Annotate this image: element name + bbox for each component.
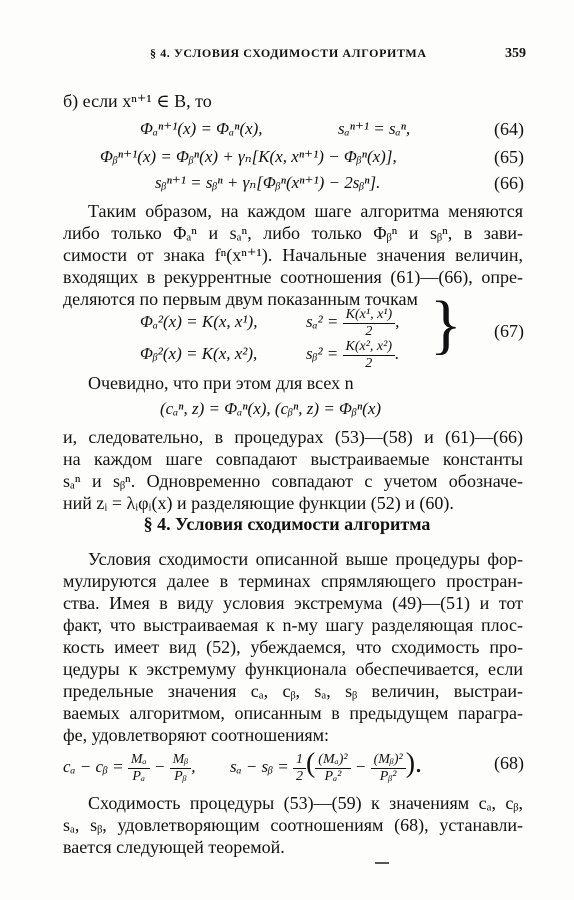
- fraction-denominator: 2: [295, 768, 303, 784]
- paragraph-4-line-1: Условия сходимости описанной выше процедуры фор-: [88, 549, 523, 569]
- fraction-denominator: Pᵦ²: [379, 768, 397, 784]
- equation-67b-lhs: sᵦ² =: [306, 344, 339, 363]
- fraction-denominator: 2: [365, 323, 373, 339]
- equation-66: sᵦⁿ⁺¹ = sᵦⁿ + γₙ[Φᵦⁿ(xⁿ⁺¹) − 2sᵦⁿ].: [155, 173, 381, 192]
- fraction-numerator: (Mᵦ)²: [371, 752, 406, 769]
- paragraph-1-line-4: входящих в рекуррентные соотношения (61)—(66), опре-: [63, 267, 523, 287]
- paragraph-4-line-7: предельные значения cₐ, cᵦ, sₐ, sᵦ величин, выстраи-: [63, 681, 523, 701]
- equation-68-half: [293, 752, 306, 785]
- paragraph-4-line-5: кость имеет вид (52), убеждаемся, что сходимость про-: [63, 637, 523, 657]
- fraction-numerator: 1: [293, 752, 306, 769]
- equation-67b-right: [306, 334, 399, 374]
- equation-65: Φᵦⁿ⁺¹(x) = Φᵦⁿ(x) + γₙ[K(x, xⁿ⁺¹) − Φᵦⁿ(x)],: [100, 147, 397, 166]
- equation-67b-fraction: [343, 339, 395, 372]
- equation-64-number: (64): [494, 119, 524, 139]
- paragraph-1-line-2: либо только Φₐⁿ и sₐⁿ, либо только Φᵦⁿ и sᵦⁿ, в зави-: [63, 223, 523, 243]
- equation-64-right: sₐⁿ⁺¹ = sₐⁿ,: [338, 119, 411, 138]
- page-number: 359: [505, 46, 526, 61]
- paragraph-3-line-3: sₐⁿ и sᵦⁿ. Одновременно совпадают с учетом обозначе-: [63, 471, 523, 491]
- equation-68-comma: ,: [191, 757, 196, 776]
- equation-64-left: Φₐⁿ⁺¹(x) = Φₐⁿ(x),: [140, 119, 263, 138]
- paragraph-4-line-9: фе, удовлетворяют соотношениям:: [63, 725, 330, 745]
- equation-66-number: (66): [494, 173, 524, 193]
- case-b-line: б) если xⁿ⁺¹ ∈ B, то: [63, 91, 212, 111]
- fraction-denominator: Pᵦ: [174, 768, 187, 784]
- fraction-denominator: Pₐ²: [324, 768, 342, 784]
- equation-68-fraction-2: [170, 752, 192, 785]
- fraction-numerator: Mₐ: [128, 752, 150, 769]
- section-title: § 4. Условия сходимости алгоритма: [143, 514, 431, 534]
- fraction-numerator: K(x¹, x¹): [343, 307, 395, 324]
- equation-67a-left: Φₐ²(x) = K(x, x¹),: [140, 312, 258, 331]
- equation-67a-tail: ,: [395, 312, 400, 331]
- equation-68-minus: −: [153, 757, 166, 776]
- paragraph-3-line-4: ний zᵢ = λᵢφᵢ(x) и разделяющие функции (52) и (60).: [63, 493, 454, 513]
- fraction-numerator: K(x², x²): [343, 339, 395, 356]
- equation-67a-lhs: sₐ² =: [306, 312, 339, 331]
- equation-68-lhs: cₐ − cᵦ =: [63, 757, 124, 776]
- equation-cz: (cₐⁿ, z) = Φₐⁿ(x), (cᵦⁿ, z) = Φᵦⁿ(x): [160, 399, 382, 418]
- paragraph-3-line-1: и, следовательно, в процедурах (53)—(58) и (61)—(66): [63, 427, 523, 447]
- paragraph-4-line-6: цедуры к экстремуму функционала обеспечивается, если: [63, 659, 523, 679]
- paragraph-1-line-5: деляются по первым двум показанным точкам: [63, 289, 418, 309]
- fraction-numerator: (Mₐ)²: [315, 752, 350, 769]
- paragraph-1-line-1: Таким образом, на каждом шаге алгоритма меняются: [88, 201, 523, 221]
- equation-68-fraction-1: [128, 752, 150, 785]
- equation-68-rhs-lhs: sₐ − sᵦ =: [229, 757, 289, 776]
- fraction-denominator: Pₐ: [132, 768, 146, 784]
- equation-68-paren-close: ).: [405, 748, 423, 779]
- paragraph-2-line-1: Очевидно, что при этом для всех n: [88, 373, 354, 393]
- equation-68-number: (68): [494, 753, 524, 773]
- paragraph-3-line-2: на каждом шаге совпадают выстраиваемые константы: [63, 449, 523, 469]
- paragraph-5-line-1: Сходимость процедуры (53)—(59) к значениям cₐ, cᵦ,: [88, 793, 523, 813]
- equation-67-number: (67): [494, 321, 524, 341]
- fraction-denominator: 2: [365, 355, 373, 371]
- equation-68: [63, 742, 422, 789]
- paragraph-5-line-2: sₐ, sᵦ, удовлетворяющим соотношениям (68), устанавли-: [63, 815, 523, 835]
- equation-68-fraction-4: [371, 752, 406, 785]
- running-head: § 4. УСЛОВИЯ СХОДИМОСТИ АЛГОРИТМА: [150, 46, 427, 60]
- fraction-numerator: Mᵦ: [170, 752, 192, 769]
- equation-68-fraction-3: [315, 752, 350, 785]
- equation-68-minus-2: −: [354, 757, 367, 776]
- equation-67b-tail: .: [395, 344, 400, 363]
- equation-67b-left: Φᵦ²(x) = K(x, x²),: [140, 344, 258, 363]
- ink-mark: [375, 862, 389, 864]
- right-brace: }: [430, 288, 462, 361]
- equation-68-paren-open: (: [305, 748, 316, 779]
- paragraph-4-line-8: ваемых алгоритмом, описанным в предыдущем парагра-: [63, 703, 523, 723]
- paragraph-1-line-3: симости от знака fⁿ(xⁿ⁺¹). Начальные значения величин,: [63, 245, 523, 265]
- paragraph-5-line-3: вается следующей теоремой.: [63, 837, 285, 857]
- paragraph-4-line-2: мулируются далее в терминах спрямляющего простран-: [63, 571, 523, 591]
- paragraph-4-line-3: ства. Имея в виду условия экстремума (49)—(51) и тот: [63, 593, 523, 613]
- equation-65-number: (65): [494, 147, 524, 167]
- paragraph-4-line-4: факт, что выстраиваемая к n-му шагу разделяющая плос-: [63, 615, 523, 635]
